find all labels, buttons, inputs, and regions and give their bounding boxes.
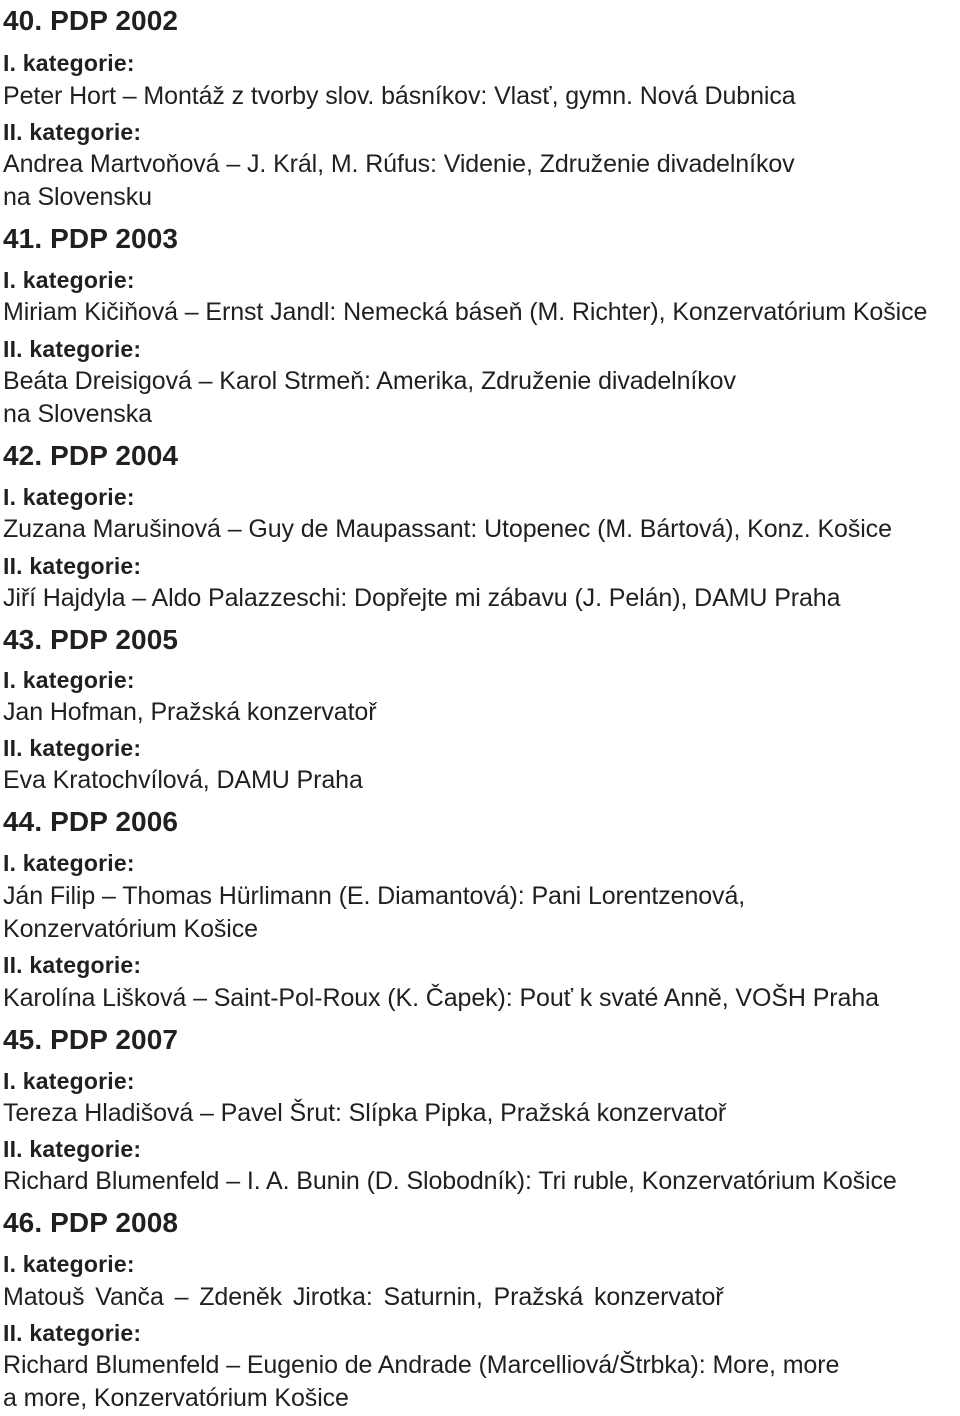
entry-line: Konzervatórium Košice [3, 915, 258, 943]
category-2-label: II. kategorie: [3, 1136, 142, 1162]
category-1-label: I. kategorie: [3, 667, 135, 693]
category-1-label: I. kategorie: [3, 850, 135, 876]
section-heading: 45. PDP 2007 [3, 1024, 179, 1055]
entry-line: na Slovenska [3, 400, 152, 428]
category-2-label: II. kategorie: [3, 336, 142, 362]
entry-line: Jiří Hajdyla – Aldo Palazzeschi: Dopřejte mi zábavu (J. Pelán), DAMU Praha [3, 584, 841, 612]
entry-line: Richard Blumenfeld – Eugenio de Andrade (Marcelliová/Štrbka): More, more [3, 1351, 840, 1379]
section-heading: 43. PDP 2005 [3, 624, 179, 655]
entry-line: Beáta Dreisigová – Karol Strmeň: Amerika, Združenie divadelníkov [3, 367, 736, 395]
entry-line: Jan Hofman, Pražská konzervatoř [3, 698, 377, 726]
entry-line: Zuzana Marušinová – Guy de Maupassant: Utopenec (M. Bártová), Konz. Košice [3, 515, 892, 543]
entry-line: Eva Kratochvílová, DAMU Praha [3, 766, 363, 794]
category-1-label: I. kategorie: [3, 1068, 135, 1094]
entry-line: Ján Filip – Thomas Hürlimann (E. Diamantová): Pani Lorentzenová, [3, 882, 746, 910]
category-1-label: I. kategorie: [3, 267, 135, 293]
entry-line: Karolína Lišková – Saint-Pol-Roux (K. Čapek): Pouť k svaté Anně, VOŠH Praha [3, 984, 879, 1012]
category-2-label: II. kategorie: [3, 952, 142, 978]
entry-line: Matouš Vanča – Zdeněk Jirotka: Saturnin, Pražská konzervatoř [3, 1283, 724, 1311]
entry-line: na Slovensku [3, 183, 152, 211]
entry-line: Tereza Hladišová – Pavel Šrut: Slípka Pipka, Pražská konzervatoř [3, 1099, 727, 1127]
section-heading: 40. PDP 2002 [3, 5, 179, 36]
section-heading: 42. PDP 2004 [3, 440, 179, 471]
category-2-label: II. kategorie: [3, 119, 142, 145]
entry-line: a more, Konzervatórium Košice [3, 1384, 349, 1412]
section-heading: 41. PDP 2003 [3, 223, 179, 254]
entry-line: Andrea Martvoňová – J. Král, M. Rúfus: Videnie, Združenie divadelníkov [3, 150, 795, 178]
section-heading: 46. PDP 2008 [3, 1207, 179, 1238]
category-1-label: I. kategorie: [3, 484, 135, 510]
category-2-label: II. kategorie: [3, 1320, 142, 1346]
category-2-label: II. kategorie: [3, 553, 142, 579]
section-heading: 44. PDP 2006 [3, 806, 179, 837]
entry-line: Richard Blumenfeld – I. A. Bunin (D. Slobodník): Tri ruble, Konzervatórium Košice [3, 1167, 897, 1195]
category-2-label: II. kategorie: [3, 735, 142, 761]
entry-line: Miriam Kičiňová – Ernst Jandl: Nemecká báseň (M. Richter), Konzervatórium Košice [3, 298, 928, 326]
entry-line: Peter Hort – Montáž z tvorby slov. básníkov: Vlasť, gymn. Nová Dubnica [3, 82, 796, 110]
category-1-label: I. kategorie: [3, 50, 135, 76]
category-1-label: I. kategorie: [3, 1251, 135, 1277]
